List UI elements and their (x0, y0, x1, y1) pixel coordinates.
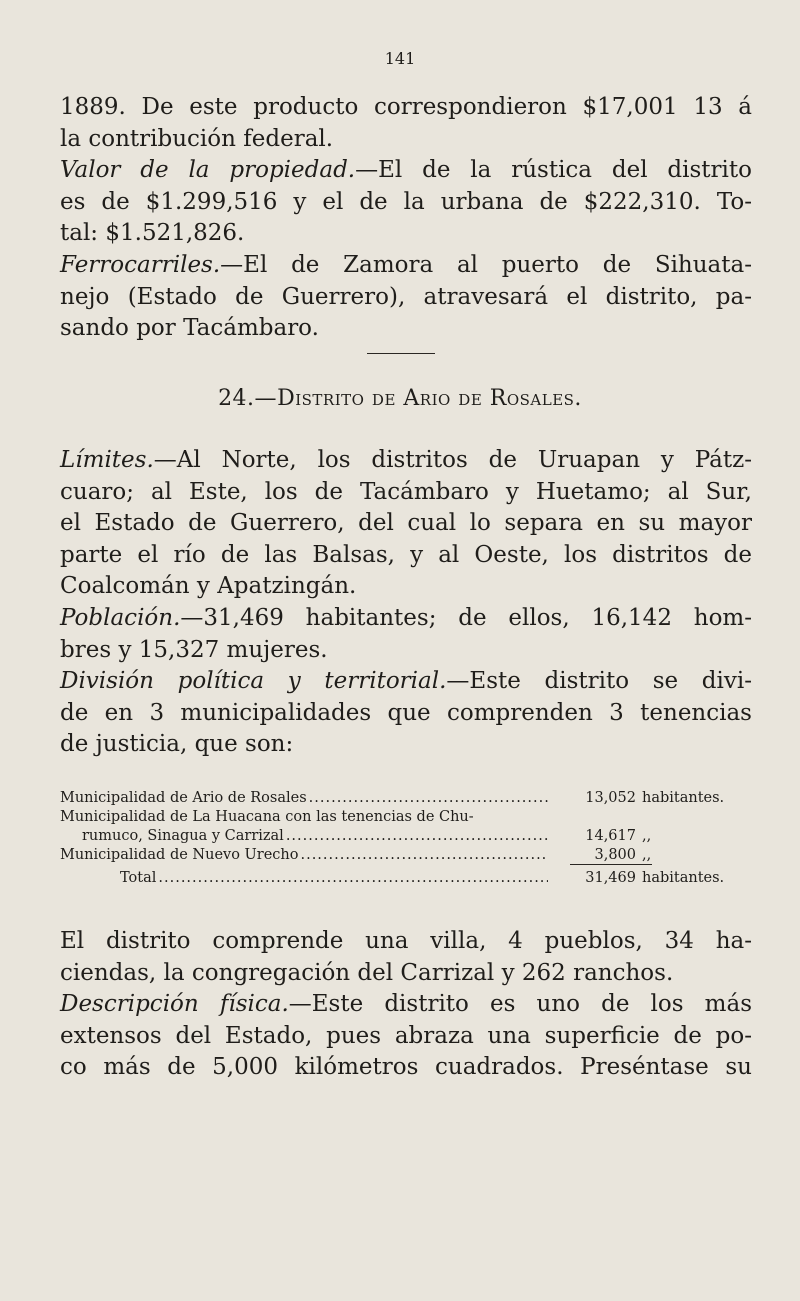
paragraph-division (60, 666, 752, 761)
paragraph-comprende (60, 926, 752, 989)
paragraph-valor-propiedad (60, 155, 752, 250)
row-label: rumuco, Sinagua y Carrizal (82, 828, 284, 844)
row-label: Municipalidad de Ario de Rosales (60, 790, 307, 806)
sum-rule (570, 864, 652, 865)
total-unit: habitantes. (642, 870, 725, 886)
section-title: Descripción física. (60, 991, 289, 1017)
text-line: —Este distrito se divi- (446, 668, 753, 694)
text-line: sando por Tacámbaro. (60, 315, 319, 341)
text-line: El distrito comprende una villa, 4 pueblos, 34 ha- (60, 928, 752, 954)
paragraph-1 (60, 92, 752, 155)
text-line: cuaro; al Este, los de Tacámbaro y Huetamo; al Sur, (60, 478, 752, 505)
table-row (60, 846, 752, 865)
text-line: de en 3 municipalidades que comprenden 3 tenencias (60, 699, 752, 726)
table-row (60, 827, 752, 846)
text-line: es de $1.299,516 y el de la urbana de $222,310. To- (60, 188, 752, 215)
population-table (60, 789, 752, 865)
heading-text: Distrito de Ario de Rosales. (277, 386, 582, 411)
table-row (60, 789, 752, 808)
text-line: tal: $1.521,826. (60, 220, 245, 246)
row-unit: ,, (642, 828, 652, 844)
text-line: extensos del Estado, pues abraza una superficie de po- (60, 1022, 752, 1049)
row-value: 3,800 (594, 847, 636, 863)
section-divider (367, 353, 435, 354)
text-line: ciendas, la congregación del Carrizal y 262 ranchos. (60, 959, 674, 986)
text-line: bres y 15,327 mujeres. (60, 636, 328, 663)
text-line: la contribución federal. (60, 125, 334, 152)
paragraph-poblacion (60, 603, 752, 666)
page-number: 141 (384, 49, 416, 68)
text-line: 1889. De este producto correspondieron $17,001 13 á (60, 94, 752, 120)
paragraph-ferrocarriles (60, 250, 752, 345)
table-row (60, 808, 752, 827)
section-title: Ferrocarriles. (60, 252, 221, 278)
text-line: —El de la rústica del distrito (355, 157, 752, 183)
table-total-row (120, 870, 752, 886)
text-line: de justicia, que son: (60, 731, 294, 757)
row-value: 13,052 (585, 790, 636, 806)
total-value: 31,469 (585, 870, 636, 886)
text-line: parte el río de las Balsas, y al Oeste, los distritos de (60, 541, 752, 568)
section-title: Límites. (60, 447, 154, 473)
total-label: Total (120, 870, 157, 886)
text-line: —Este distrito es uno de los más (288, 991, 753, 1017)
row-unit: ,, (642, 847, 652, 863)
row-label: Municipalidad de Nuevo Urecho (60, 847, 299, 863)
text-line: co más de 5,000 kilómetros cuadrados. Preséntase su (60, 1054, 752, 1080)
text-line: nejo (Estado de Guerrero), atravesará el distrito, pa- (60, 283, 752, 310)
row-value: 14,617 (585, 828, 636, 844)
row-label: Municipalidad de La Huacana con las tenencias de Chu- (60, 809, 474, 825)
heading-number: 24.— (218, 386, 278, 411)
section-title: Población. (60, 605, 181, 631)
text-line: —31,469 habitantes; de ellos, 16,142 hom- (180, 605, 752, 631)
text-line: —Al Norte, los distritos de Uruapan y Pátz- (153, 447, 752, 473)
text-line: el Estado de Guerrero, del cual lo separa en su mayor (60, 510, 752, 536)
section-title: División política y territorial. (60, 668, 447, 694)
row-unit: habitantes. (642, 790, 725, 806)
text-line: —El de Zamora al puerto de Sihuata- (220, 252, 752, 278)
text-line: Coalcomán y Apatzingán. (60, 573, 357, 599)
paragraph-descripcion-fisica (60, 989, 752, 1084)
section-heading (0, 386, 800, 411)
section-title: Valor de la propiedad. (60, 157, 356, 183)
paragraph-limites (60, 445, 752, 603)
